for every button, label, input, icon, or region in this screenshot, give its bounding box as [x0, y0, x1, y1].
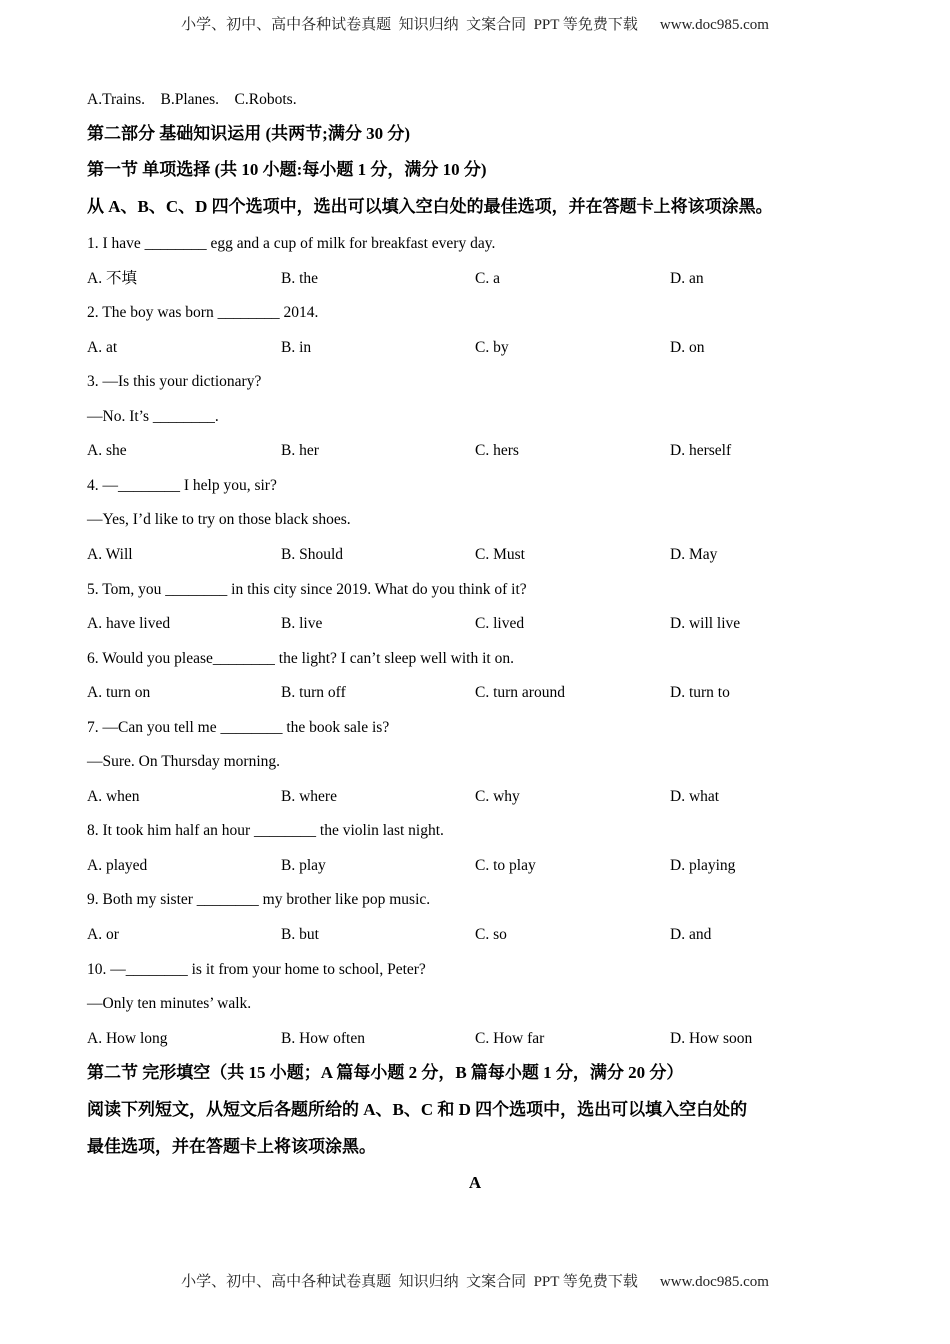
answer-option-d[interactable]: D. an: [670, 270, 704, 287]
answer-option-d[interactable]: D. turn to: [670, 684, 730, 701]
answer-option-b[interactable]: B. her: [281, 442, 319, 459]
answer-option-c[interactable]: C. hers: [475, 442, 519, 459]
answer-option-c[interactable]: C. to play: [475, 857, 536, 874]
question-stem: 2. The boy was born ________ 2014.: [87, 304, 319, 321]
question-stem: 4. —________ I help you, sir?: [87, 477, 277, 494]
passage-label: A: [468, 1173, 482, 1192]
answer-option-b[interactable]: B. live: [281, 615, 323, 632]
answer-option-d[interactable]: D. what: [670, 788, 720, 805]
answer-option-c[interactable]: C. turn around: [475, 684, 565, 701]
answer-option-a[interactable]: A. or: [87, 926, 119, 943]
answer-option-a[interactable]: A. she: [87, 442, 127, 459]
answer-option-c[interactable]: C. lived: [475, 615, 525, 632]
question-stem: 5. Tom, you ________ in this city since 2019. What do you think of it?: [87, 581, 527, 598]
answer-option-c[interactable]: C. How far: [475, 1030, 545, 1047]
answer-option-a[interactable]: A. 不填: [87, 270, 137, 287]
answer-option-d[interactable]: D. May: [670, 546, 718, 563]
question-stem: 8. It took him half an hour ________ the violin last night.: [87, 822, 444, 839]
question-stem: 9. Both my sister ________ my brother like pop music.: [87, 891, 431, 908]
answer-option-a[interactable]: A. when: [87, 788, 140, 805]
answer-option-b[interactable]: B. How often: [281, 1030, 365, 1047]
section2-instruction-line1: 阅读下列短文，从短文后各题所给的 A、B、C 和 D 四个选项中，选出可以填入空白处的: [87, 1100, 748, 1119]
answer-option-c[interactable]: C. so: [475, 926, 507, 943]
question-stem: 10. —________ is it from your home to school, Peter?: [87, 961, 426, 978]
answer-option-a[interactable]: A. at: [87, 339, 118, 356]
footer-text: 小学、初中、高中各种试卷真题 知识归纳 文案合同 PPT 等免费下载: [181, 1274, 638, 1290]
answer-option-c[interactable]: C. by: [475, 339, 509, 356]
answer-option-d[interactable]: D. herself: [670, 442, 732, 459]
question-dialogue-line: —Sure. On Thursday morning.: [87, 753, 281, 770]
previous-question-options: A.Trains. B.Planes. C.Robots.: [87, 91, 297, 108]
answer-option-b[interactable]: B. where: [281, 788, 337, 805]
answer-option-d[interactable]: D. on: [670, 339, 705, 356]
section1-instruction: 从 A、B、C、D 四个选项中，选出可以填入空白处的最佳选项，并在答题卡上将该项涂黑。: [87, 197, 773, 216]
section2-instruction-line2: 最佳选项，并在答题卡上将该项涂黑。: [87, 1137, 376, 1156]
question-stem: 6. Would you please________ the light? I can’t sleep well with it on.: [87, 650, 514, 667]
answer-option-b[interactable]: B. turn off: [281, 684, 346, 701]
answer-option-b[interactable]: B. the: [281, 270, 319, 287]
answer-option-a[interactable]: A. How long: [87, 1030, 168, 1047]
answer-option-b[interactable]: B. but: [281, 926, 319, 943]
question-stem: 3. —Is this your dictionary?: [87, 373, 262, 390]
page-header: [0, 13, 950, 34]
answer-option-b[interactable]: B. in: [281, 339, 312, 356]
answer-option-c[interactable]: C. why: [475, 788, 520, 805]
question-stem: 7. —Can you tell me ________ the book sale is?: [87, 719, 390, 736]
answer-option-a[interactable]: A. Will: [87, 546, 133, 563]
answer-option-d[interactable]: D. playing: [670, 857, 736, 874]
answer-option-d[interactable]: D. will live: [670, 615, 741, 632]
question-stem: 1. I have ________ egg and a cup of milk for breakfast every day.: [87, 235, 496, 252]
answer-option-a[interactable]: A. turn on: [87, 684, 151, 701]
page-footer: [0, 1270, 950, 1291]
question-dialogue-line: —Only ten minutes’ walk.: [87, 995, 252, 1012]
answer-option-d[interactable]: D. How soon: [670, 1030, 753, 1047]
header-text: 小学、初中、高中各种试卷真题 知识归纳 文案合同 PPT 等免费下载: [181, 17, 638, 33]
answer-option-a[interactable]: A. have lived: [87, 615, 171, 632]
answer-option-d[interactable]: D. and: [670, 926, 712, 943]
footer-url[interactable]: www.doc985.com: [659, 1274, 769, 1290]
question-dialogue-line: —Yes, I’d like to try on those black shoes.: [87, 511, 351, 528]
answer-option-a[interactable]: A. played: [87, 857, 148, 874]
section1-title: 第一节 单项选择 (共 10 小题:每小题 1 分，满分 10 分): [87, 160, 487, 179]
question-dialogue-line: —No. It’s ________.: [87, 408, 219, 425]
section2-title: 第二节 完形填空（共 15 小题；A 篇每小题 2 分，B 篇每小题 1 分，满分 20 分）: [87, 1063, 684, 1082]
header-url[interactable]: www.doc985.com: [659, 17, 769, 33]
answer-option-b[interactable]: B. Should: [281, 546, 344, 563]
answer-option-c[interactable]: C. Must: [475, 546, 525, 563]
part2-title: 第二部分 基础知识运用 (共两节;满分 30 分): [87, 124, 410, 143]
answer-option-c[interactable]: C. a: [475, 270, 500, 287]
answer-option-b[interactable]: B. play: [281, 857, 326, 874]
